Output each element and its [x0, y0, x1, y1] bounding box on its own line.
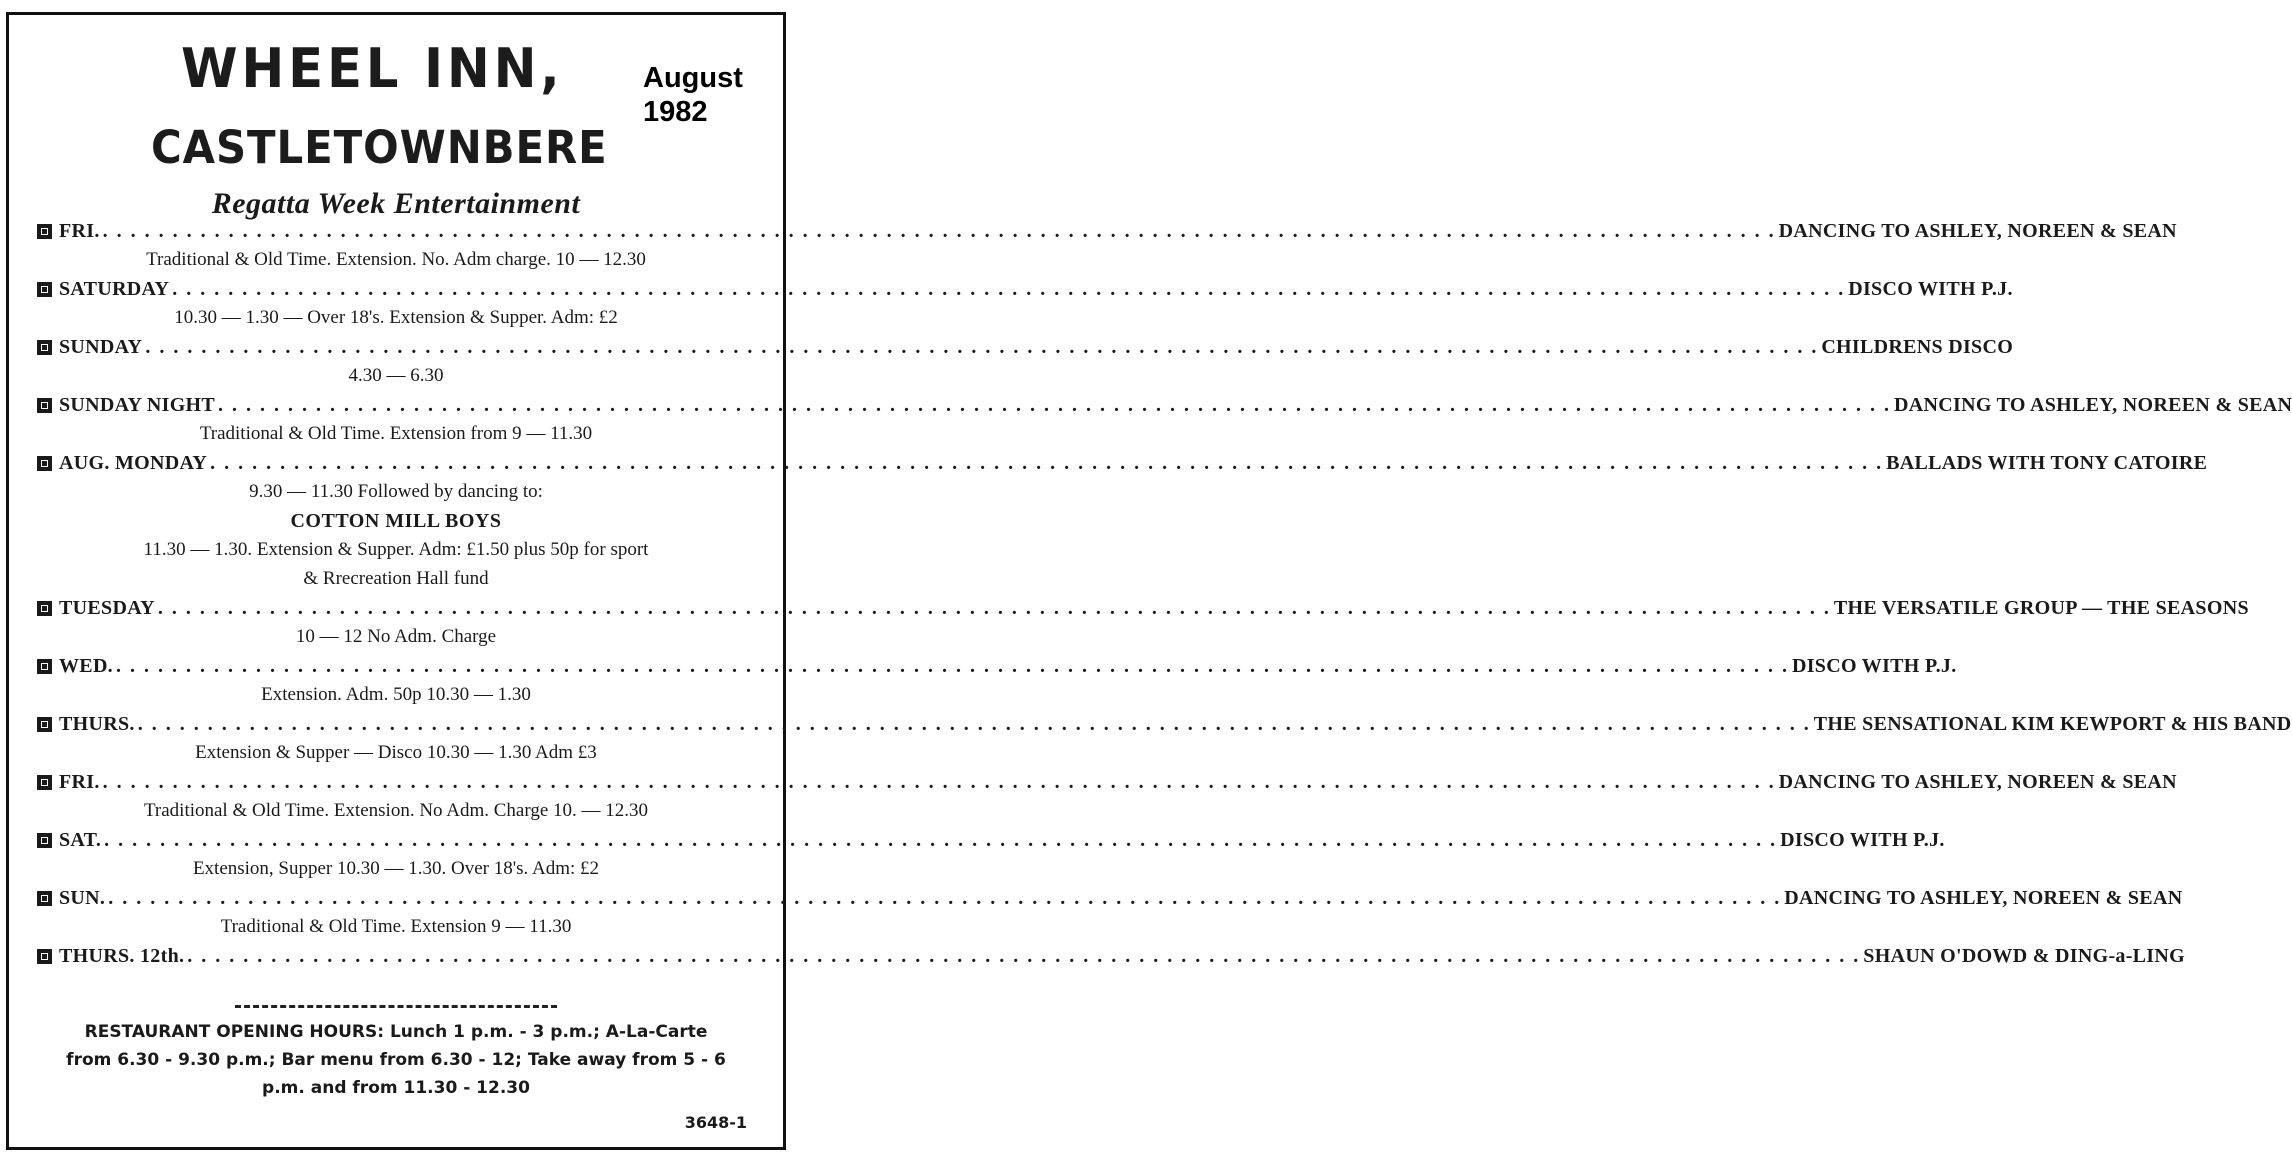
- event-row: [37, 275, 2013, 303]
- bullet-icon: [37, 891, 52, 906]
- event-detail: Traditional & Old Time. Extension. No Adm. Charge 10. — 12.30: [143, 800, 649, 821]
- event-row: [37, 217, 2177, 245]
- event-row: [37, 652, 1957, 680]
- event-row: [37, 826, 1945, 854]
- event-day: SAT.: [59, 828, 102, 851]
- dot-leader: . . . . . . . . . . . . . . . . . . . . . . . . . . . . . . . . . . . . . . . . . . . . . . . . . . . . . . . . . . . . . . . . . . . . . . . . . . . . . . . . . . . . . . . . . . . . . . . . . . . . . . . . . . . . . . . . . . . . . . . .: [210, 451, 1884, 474]
- dot-leader: . . . . . . . . . . . . . . . . . . . . . . . . . . . . . . . . . . . . . . . . . . . . . . . . . . . . . . . . . . . . . . . . . . . . . . . . . . . . . . . . . . . . . . . . . . . . . . . . . . . . . . . . . . . . . . . . . . . . . . . .: [102, 219, 1776, 242]
- bullet-icon: [37, 833, 52, 848]
- event-detail: COTTON MILL BOYS: [290, 510, 502, 532]
- bullet-icon: [37, 282, 52, 297]
- event-row: [37, 449, 2208, 477]
- event-detail: Traditional & Old Time. Extension 9 — 11.30: [220, 916, 572, 937]
- event-act: DANCING TO ASHLEY, NOREEN & SEAN: [1778, 770, 2177, 793]
- event-row: [37, 594, 2249, 622]
- event-day: SUN.: [59, 886, 106, 909]
- event-day: FRI.: [59, 770, 100, 793]
- restaurant-line: RESTAURANT OPENING HOURS: Lunch 1 p.m. - 3 p.m.; A-La-Carte: [84, 1022, 708, 1042]
- event-detail: 10.30 — 1.30 — Over 18's. Extension & Supper. Adm: £2: [174, 307, 618, 328]
- venue-title: WHEEL INN,: [181, 37, 564, 100]
- bullet-icon: [37, 456, 52, 471]
- bullet-icon: [37, 340, 52, 355]
- event-act: THE SENSATIONAL KIM KEWPORT & HIS BAND: [1813, 712, 2292, 735]
- event-act: DISCO WITH P.J.: [1791, 654, 1957, 677]
- event-act: DANCING TO ASHLEY, NOREEN & SEAN: [1778, 219, 2177, 242]
- date-stamp: [643, 61, 743, 129]
- dot-leader: . . . . . . . . . . . . . . . . . . . . . . . . . . . . . . . . . . . . . . . . . . . . . . . . . . . . . . . . . . . . . . . . . . . . . . . . . . . . . . . . . . . . . . . . . . . . . . . . . . . . . . . . . . . . . . . . . . . . . . . .: [218, 393, 1892, 416]
- reference-number: 3648-1: [684, 1113, 747, 1132]
- event-row: [37, 710, 2292, 738]
- bullet-icon: [37, 717, 52, 732]
- event-row: [37, 884, 2183, 912]
- bullet-icon: [37, 601, 52, 616]
- event-detail: Extension & Supper — Disco 10.30 — 1.30 Adm £3: [195, 742, 597, 763]
- venue-location: CASTLETOWNBERE: [151, 121, 608, 174]
- dot-leader: . . . . . . . . . . . . . . . . . . . . . . . . . . . . . . . . . . . . . . . . . . . . . . . . . . . . . . . . . . . . . . . . . . . . . . . . . . . . . . . . . . . . . . . . . . . . . . . . . . . . . . . . . . . . . . . . . . . . . . . .: [157, 596, 1831, 619]
- dot-leader: . . . . . . . . . . . . . . . . . . . . . . . . . . . . . . . . . . . . . . . . . . . . . . . . . . . . . . . . . . . . . . . . . . . . . . . . . . . . . . . . . . . . . . . . . . . . . . . . . . . . . . . . . . . . . . . . . . . . . . . .: [104, 828, 1778, 851]
- event-detail: Traditional & Old Time. Extension. No. Adm charge. 10 — 12.30: [146, 249, 646, 270]
- date-month: August: [643, 62, 743, 94]
- dot-leader: . . . . . . . . . . . . . . . . . . . . . . . . . . . . . . . . . . . . . . . . . . . . . . . . . . . . . . . . . . . . . . . . . . . . . . . . . . . . . . . . . . . . . . . . . . . . . . . . . . . . . . . . . . . . . . . . . . . . . . . .: [187, 944, 1861, 967]
- date-year: 1982: [643, 96, 708, 128]
- event-act: DANCING TO ASHLEY, NOREEN & SEAN: [1784, 886, 2183, 909]
- event-detail: 9.30 — 11.30 Followed by dancing to:: [249, 481, 543, 502]
- event-row: [37, 942, 2185, 970]
- event-day: SUNDAY: [59, 335, 143, 358]
- restaurant-line: p.m. and from 11.30 - 12.30: [262, 1078, 530, 1098]
- divider: [235, 1005, 557, 1008]
- event-detail: 4.30 — 6.30: [348, 365, 444, 386]
- dot-leader: . . . . . . . . . . . . . . . . . . . . . . . . . . . . . . . . . . . . . . . . . . . . . . . . . . . . . . . . . . . . . . . . . . . . . . . . . . . . . . . . . . . . . . . . . . . . . . . . . . . . . . . . . . . . . . . . . . . . . . . .: [115, 654, 1789, 677]
- event-act: CHILDRENS DISCO: [1821, 335, 2014, 358]
- event-row: [37, 333, 2014, 361]
- event-act: THE VERSATILE GROUP — THE SEASONS: [1833, 596, 2249, 619]
- dot-leader: . . . . . . . . . . . . . . . . . . . . . . . . . . . . . . . . . . . . . . . . . . . . . . . . . . . . . . . . . . . . . . . . . . . . . . . . . . . . . . . . . . . . . . . . . . . . . . . . . . . . . . . . . . . . . . . . . . . . . . . .: [172, 277, 1846, 300]
- event-day: AUG. MONDAY: [59, 451, 208, 474]
- event-day: SUNDAY NIGHT: [59, 393, 216, 416]
- event-detail: & Rrecreation Hall fund: [303, 568, 489, 589]
- event-detail: Traditional & Old Time. Extension from 9 — 11.30: [199, 423, 593, 444]
- event-act: DISCO WITH P.J.: [1780, 828, 1945, 851]
- event-day: THURS.: [59, 712, 135, 735]
- event-act: DANCING TO ASHLEY, NOREEN & SEAN: [1894, 393, 2292, 416]
- event-day: THURS. 12th.: [59, 944, 185, 967]
- dot-leader: . . . . . . . . . . . . . . . . . . . . . . . . . . . . . . . . . . . . . . . . . . . . . . . . . . . . . . . . . . . . . . . . . . . . . . . . . . . . . . . . . . . . . . . . . . . . . . . . . . . . . . . . . . . . . . . . . . . . . . . .: [108, 886, 1782, 909]
- bullet-icon: [37, 659, 52, 674]
- subtitle: Regatta Week Entertainment: [211, 187, 581, 220]
- restaurant-hours: [29, 1018, 763, 1102]
- dot-leader: . . . . . . . . . . . . . . . . . . . . . . . . . . . . . . . . . . . . . . . . . . . . . . . . . . . . . . . . . . . . . . . . . . . . . . . . . . . . . . . . . . . . . . . . . . . . . . . . . . . . . . . . . . . . . . . . . . . . . . . .: [145, 335, 1819, 358]
- event-day: WED.: [59, 654, 113, 677]
- bullet-icon: [37, 775, 52, 790]
- event-row: [37, 391, 2292, 419]
- dot-leader: . . . . . . . . . . . . . . . . . . . . . . . . . . . . . . . . . . . . . . . . . . . . . . . . . . . . . . . . . . . . . . . . . . . . . . . . . . . . . . . . . . . . . . . . . . . . . . . . . . . . . . . . . . . . . . . . . . . . . . . .: [102, 770, 1776, 793]
- bullet-icon: [37, 224, 52, 239]
- event-day: FRI.: [59, 219, 100, 242]
- event-detail: Extension. Adm. 50p 10.30 — 1.30: [261, 684, 531, 705]
- event-act: DISCO WITH P.J.: [1848, 277, 2013, 300]
- event-day: SATURDAY: [59, 277, 170, 300]
- event-day: TUESDAY: [59, 596, 155, 619]
- bullet-icon: [37, 949, 52, 964]
- event-act: BALLADS WITH TONY CATOIRE: [1886, 451, 2208, 474]
- event-detail: Extension, Supper 10.30 — 1.30. Over 18's. Adm: £2: [192, 858, 600, 879]
- advertisement: [6, 12, 2292, 1150]
- event-row: [37, 768, 2177, 796]
- restaurant-line: from 6.30 - 9.30 p.m.; Bar menu from 6.30 - 12; Take away from 5 - 6: [66, 1050, 726, 1070]
- event-act: SHAUN O'DOWD & DING-a-LING: [1863, 944, 2185, 967]
- bullet-icon: [37, 398, 52, 413]
- event-detail: 10 — 12 No Adm. Charge: [295, 626, 497, 647]
- event-detail: 11.30 — 1.30. Extension & Supper. Adm: £1.50 plus 50p for sport: [143, 539, 649, 560]
- dot-leader: . . . . . . . . . . . . . . . . . . . . . . . . . . . . . . . . . . . . . . . . . . . . . . . . . . . . . . . . . . . . . . . . . . . . . . . . . . . . . . . . . . . . . . . . . . . . . . . . . . . . . . . . . . . . . . . . . . . . . . . .: [137, 712, 1811, 735]
